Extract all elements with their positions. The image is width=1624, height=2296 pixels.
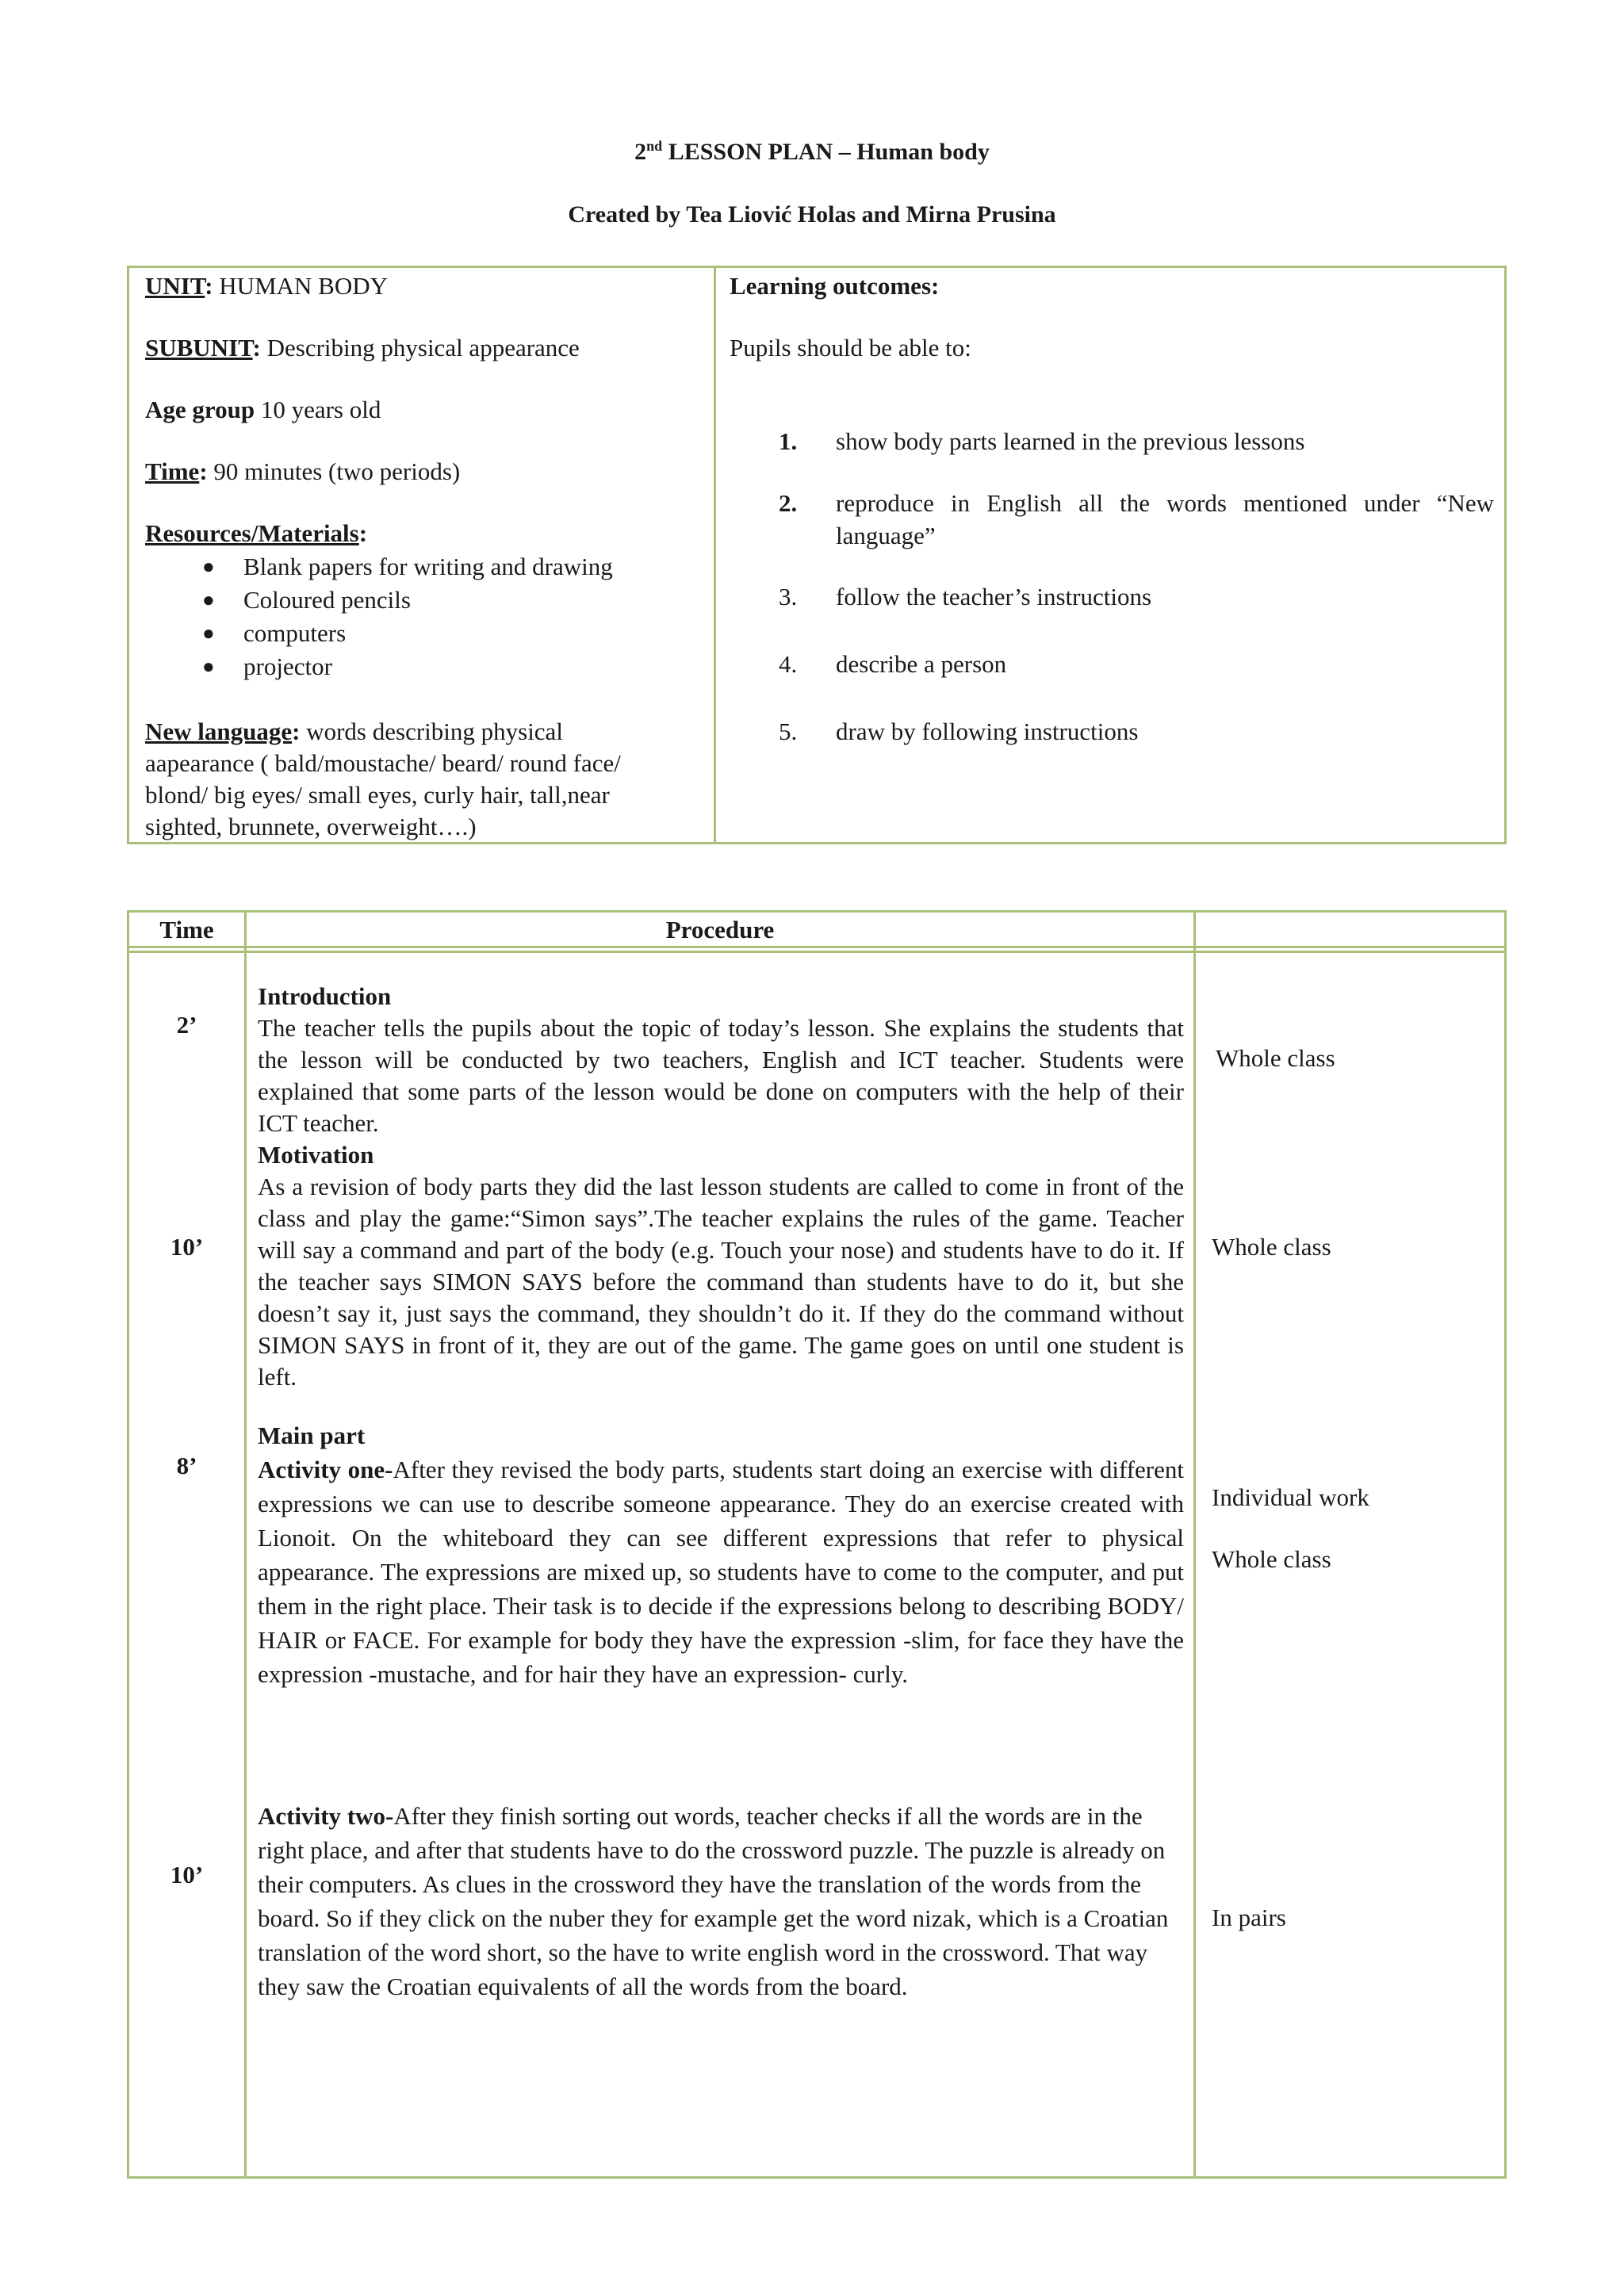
activity-two-block (258, 1799, 1184, 2003)
age-value: 10 years old (255, 396, 381, 423)
new-language-row: New language: words describing physical (145, 718, 563, 745)
time-cell: 8’ (176, 1452, 197, 1479)
document-title (0, 138, 1624, 166)
new-language-line: sighted, brunnete, overweight….) (145, 813, 477, 840)
time-cell: 10’ (170, 1233, 204, 1261)
info-left-column (145, 268, 700, 842)
outcome-text: reproduce in English all the words mentioned under “New language” (836, 489, 1494, 549)
header-time: Time (159, 916, 214, 943)
mode-cell: In pairs (1212, 1904, 1286, 1931)
resources-label: Resources/Materials (145, 519, 359, 547)
outcome-number: 1. (779, 427, 798, 455)
new-language-line: blond/ big eyes/ small eyes, curly hair, tall,near (145, 781, 610, 809)
procedure-table (127, 910, 1507, 2179)
time-cell: 2’ (176, 1011, 197, 1039)
motivation-heading: Motivation (258, 1141, 374, 1169)
time-row: Time: 90 minutes (two periods) (145, 457, 461, 485)
document-authors: Created by Tea Liović Holas and Mirna Prusina (568, 201, 1056, 228)
introduction-heading: Introduction (258, 982, 392, 1010)
subunit-row: SUBUNIT: Describing physical appearance (145, 334, 580, 362)
activity-one-text (258, 1452, 1184, 1691)
outcome-number: 4. (779, 650, 798, 678)
bullet-icon: ● (202, 622, 215, 645)
new-language-line: words describing physical (300, 718, 563, 745)
age-label: Age group (145, 396, 255, 423)
procedure-divider (1193, 913, 1196, 2176)
title-text: LESSON PLAN – Human body (662, 139, 990, 165)
info-right-column (730, 268, 1492, 842)
bullet-icon: ● (202, 555, 215, 578)
subunit-label: SUBUNIT (145, 334, 253, 362)
outcome-number: 5. (779, 718, 798, 745)
header-procedure: Procedure (665, 916, 775, 943)
new-language-label: New language (145, 718, 293, 745)
header-rule (129, 946, 1504, 948)
activity-one-label: Activity one- (258, 1456, 393, 1483)
resource-item: computers (243, 619, 347, 647)
introduction-text: The teacher tells the pupils about the topic of today’s lesson. She explains the students that the lesson will be conducted by two teachers, English and ICT teacher. Students were explained that some parts of the lesson would be done on computers with the help of their ICT teacher. (258, 1014, 1184, 1137)
outcome-text: show body parts learned in the previous lessons (836, 427, 1305, 455)
mode-cell: Whole class (1212, 1545, 1331, 1573)
main-part-block (258, 1418, 1184, 1691)
resource-item: Blank papers for writing and drawing (243, 553, 613, 580)
unit-value: HUMAN BODY (213, 272, 388, 300)
activity-two-body: After they finish sorting out words, teacher checks if all the words are in the right place, and after that students have to do the crossword puzzle. The puzzle is already on their computers. As clues in the crossword they have the translation of the words from the board. So if they click on the nuber they for example get the word nizak, which is a Croatian translation of the word short, so the have to write english word in the crossword. That way they saw the Croatian equivalents of all the words from the board. (258, 1802, 1169, 2000)
activity-two-text (258, 1799, 1184, 2003)
unit-label: UNIT (145, 272, 205, 300)
bullet-icon: ● (202, 588, 215, 611)
resource-item: Coloured pencils (243, 586, 411, 614)
mode-cell: Whole class (1216, 1044, 1335, 1072)
bullet-icon: ● (202, 655, 215, 678)
outcome-text: draw by following instructions (836, 718, 1139, 745)
outcomes-intro: Pupils should be able to: (730, 334, 971, 362)
activity-two-label: Activity two- (258, 1802, 394, 1830)
procedure-divider (244, 913, 247, 2176)
outcome-number: 3. (779, 583, 798, 610)
time-label: Time (145, 457, 200, 485)
outcome-number: 2. (779, 489, 798, 517)
main-part-heading: Main part (258, 1422, 366, 1449)
outcome-text: describe a person (836, 650, 1007, 678)
age-row (145, 393, 381, 426)
time-cell: 10’ (170, 1861, 204, 1888)
outcome-text: follow the teacher’s instructions (836, 583, 1152, 610)
resources-row: Resources/Materials: (145, 519, 368, 547)
info-table (127, 266, 1507, 844)
title-superscript: nd (646, 138, 663, 154)
mode-cell: Individual work (1212, 1483, 1369, 1511)
header-rule (129, 951, 1504, 953)
title-number: 2 (634, 139, 647, 165)
resource-item: projector (243, 652, 332, 680)
activity-one-body: After they revised the body parts, students start doing an exercise with different expressions we can use to describe someone appearance. They do an exercise created with Lionoit. On the whiteboard they can see different expressions that refer to physical appearance. The expressions are mixed up, so students have to come to the computer, and put them in the right place. Their task is to decide if the expressions belong to describing BODY/ HAIR or FACE. For example for body they have the expression -slim, for face they have the expression -mustache, and for hair they have an expression- curly. (258, 1456, 1184, 1688)
time-value: 90 minutes (two periods) (207, 457, 461, 485)
outcomes-label: Learning outcomes: (730, 272, 940, 300)
new-language-line: aapearance ( bald/moustache/ beard/ round face/ (145, 749, 621, 777)
introduction-block (258, 981, 1184, 1393)
subunit-value: Describing physical appearance (260, 334, 580, 362)
unit-row: UNIT: HUMAN BODY (145, 272, 388, 300)
info-table-divider (714, 268, 716, 842)
mode-cell: Whole class (1212, 1233, 1331, 1261)
motivation-text: As a revision of body parts they did the last lesson students are called to come in front of the class and play the game:“Simon says”.The teacher explains the rules of the game. Teacher will say a command and part of the body (e.g. Touch your nose) and students have to do it. If the teacher says SIMON SAYS before the command than students have to do it, but she doesn’t say it, just says the command, they shouldn’t do it. If they do the command without SIMON SAYS in front of it, they are out of the game. The game goes on until one student is left. (258, 1173, 1184, 1391)
